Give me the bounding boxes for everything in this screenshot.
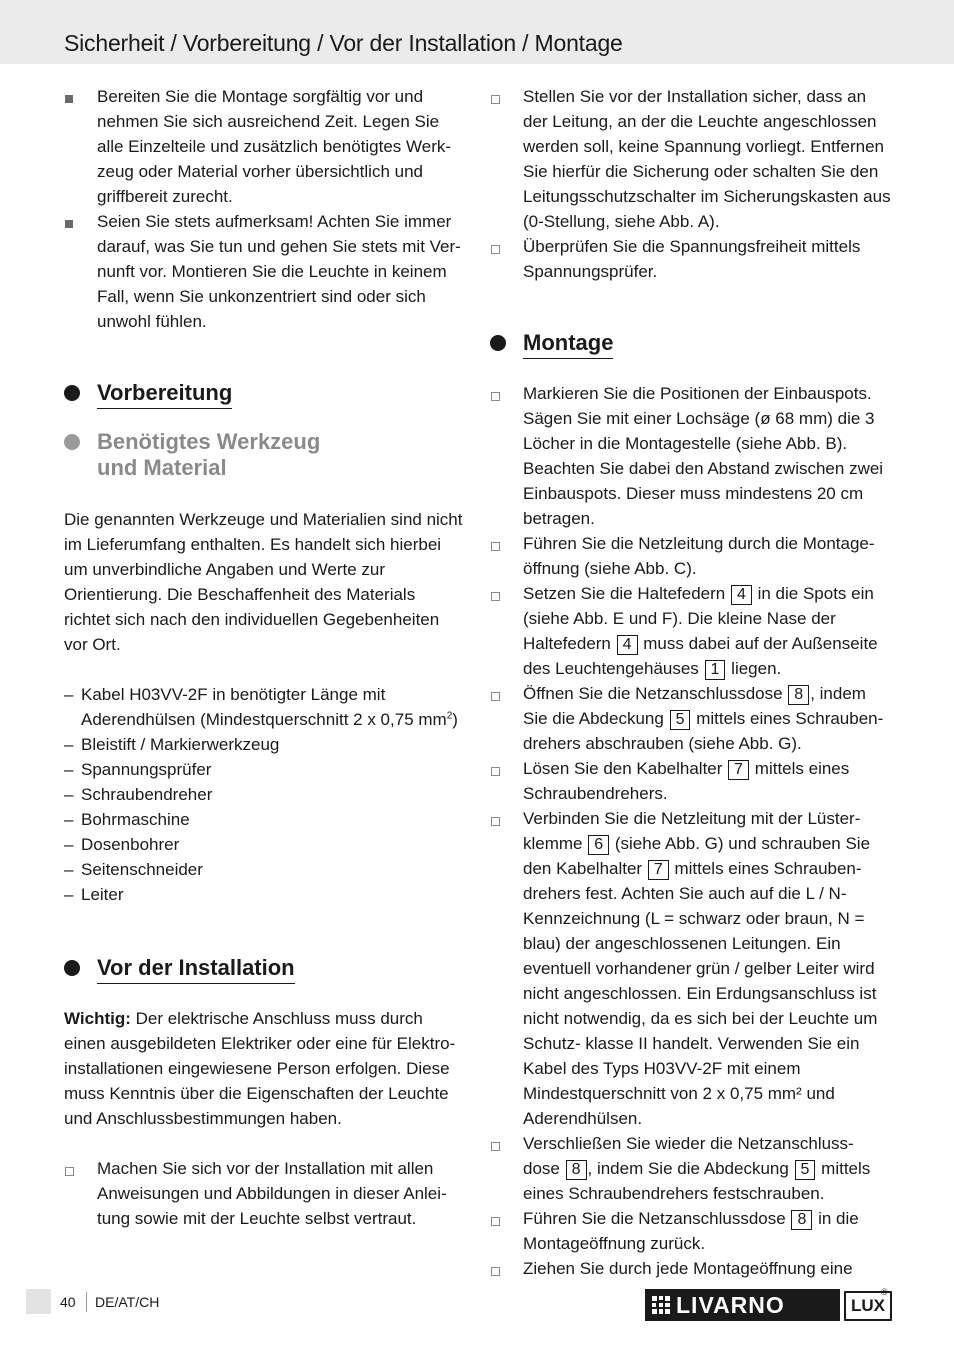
part-reference: 8 — [566, 1160, 587, 1180]
list-item-text: mittels eines Schrauben- drehers fest. Achten Sie auch auf die L / N- Kennzeichnung (L = schwarz oder braun, N = blau) der angeschlossenen Leitungen. Ein eventuell vorhandener grün / gelber Leiter wird nicht angeschlossen. Ein Erdungsanschluss ist nicht notwendig, da es sich bei der Leuchte um Schutz- klasse II handelt. Verwenden Sie ein Kabel des Typs H03VV-2F mit einem Mindestquerschnitt von 2 x 0,75 mm² und Aderendhülsen. — [523, 859, 878, 1128]
list-item — [64, 732, 464, 757]
brand-logo — [645, 1289, 890, 1321]
section-heading-montage — [490, 330, 895, 359]
footer-divider — [86, 1292, 87, 1312]
left-column — [64, 84, 464, 1231]
list-item-text: Setzen Sie die Haltefedern — [523, 584, 730, 603]
section-heading-vorbereitung — [64, 380, 464, 409]
part-reference: 8 — [791, 1210, 812, 1230]
list-item-text: Markieren Sie die Positionen der Einbauspots. Sägen Sie mit einer Lochsäge (ø 68 mm) die 3 Löcher in die Montagestelle (siehe Abb. B). Beachten Sie dabei den Abstand zwischen zwei Einbauspots. Dieser muss mindestens 20 cm betragen. — [523, 384, 884, 528]
list-item — [490, 1256, 895, 1281]
list-item — [490, 531, 895, 581]
part-reference: 5 — [795, 1160, 816, 1180]
list-item-text: Überprüfen Sie die Spannungsfreiheit mittels Spannungsprüfer. — [523, 237, 861, 281]
list-item — [64, 84, 464, 209]
dash-icon: – — [64, 735, 74, 754]
part-reference: 8 — [788, 685, 809, 705]
logo-word: LIVARNO — [676, 1292, 785, 1318]
dash-icon: – — [64, 785, 74, 804]
list-item-text: mittels eines Schrauben- drehers abschrauben (siehe Abb. G). — [523, 709, 884, 753]
right-column — [490, 84, 895, 1281]
list-item-text: muss dabei auf der Außenseite des Leuchtengehäuses — [523, 634, 878, 678]
list-item — [490, 681, 895, 756]
list-item-text: Schraubendreher — [81, 785, 213, 804]
list-item-text: , indem Sie die Abdeckung — [523, 684, 866, 728]
part-reference: 1 — [705, 660, 726, 680]
list-item — [64, 1156, 464, 1231]
list-item-text: Bleistift / Markierwerkzeug — [81, 735, 280, 754]
list-item — [64, 209, 464, 334]
list-item — [64, 782, 464, 807]
list-item-text: Verschließen Sie wieder die Netzanschluss- dose — [523, 1134, 854, 1178]
list-item — [490, 1131, 895, 1206]
bullet-dot-icon — [64, 385, 80, 401]
list-item-text: Lösen Sie den Kabelhalter — [523, 759, 728, 778]
bullet-dot-icon — [64, 434, 80, 450]
list-item — [64, 882, 464, 907]
dash-icon: – — [64, 885, 74, 904]
section-heading-text: Montage — [523, 330, 613, 359]
list-item-text: Stellen Sie vor der Installation sicher, dass an der Leitung, an der die Leuchte angeschlossen werden soll, keine Spannung vorliegt. Entfernen Sie hierfür die Sicherung oder schalten Sie den Leitungsschutzschalter im Sicherungskasten aus (0-Stellung, siehe Abb. A). — [523, 87, 891, 231]
list-item-text: Seitenschneider — [81, 860, 203, 879]
dash-icon: – — [64, 760, 74, 779]
list-item-text: Führen Sie die Netzanschlussdose — [523, 1209, 791, 1228]
tool-list — [64, 682, 464, 907]
list-item-text: in die Spots ein (siehe Abb. E und F). Die kleine Nase der Haltefedern — [523, 584, 874, 653]
dash-icon: – — [64, 860, 74, 879]
dash-icon: – — [64, 810, 74, 829]
list-item-text: Machen Sie sich vor der Installation mit allen Anweisungen und Abbildungen in dieser Anlei- tung sowie mit der Leuchte selbst vertraut. — [97, 1159, 447, 1228]
list-item-text: in die Montageöffnung zurück. — [523, 1209, 859, 1253]
part-reference: 6 — [588, 835, 609, 855]
list-item-text: , indem Sie die Abdeckung — [587, 1159, 794, 1178]
list-item-text: Bohrmaschine — [81, 810, 190, 829]
list-item — [490, 84, 895, 234]
list-item-text: Spannungsprüfer — [81, 760, 212, 779]
logo-main-block — [645, 1289, 840, 1321]
list-item — [490, 806, 895, 1131]
part-reference: 4 — [731, 585, 752, 605]
list-item-text: Kabel H03VV-2F in benötigter Länge mit Aderendhülsen (Mindestquerschnitt 2 x 0,75 mm — [81, 685, 447, 729]
superscript: 2 — [446, 710, 453, 722]
bullet-dot-icon — [64, 960, 80, 976]
locale-label: DE/AT/CH — [95, 1294, 160, 1310]
page-header — [0, 0, 954, 64]
wichtig-text: Der elektrische Anschluss muss durch einen ausgebildeten Elektriker oder eine für Elektro- installationen eingewiesene Person erfolgen. Diese muss Kenntnis über die Eigenschaften der Leuchte und Anschlussbestimmungen haben. — [64, 1009, 456, 1128]
werkzeug-intro: Die genannten Werkzeuge und Materialien sind nicht im Lieferumfang enthalten. Es handelt sich hierbei um unverbindliche Angaben und Werte zur Orientierung. Die Beschaffenheit des Materials richtet sich nach den individuellen Gegebenheiten vor Ort. — [64, 510, 463, 654]
list-item — [64, 682, 464, 732]
section-heading-werkzeug — [64, 429, 357, 481]
list-item-text: mittels eines Schraubendrehers. — [523, 759, 850, 803]
list-item-text: (siehe Abb. G) und schrauben Sie den Kabelhalter — [523, 834, 871, 878]
section-heading-text: Vorbereitung — [97, 380, 232, 409]
list-item-text: Leiter — [81, 885, 124, 904]
page-title: Sicherheit / Vorbereitung / Vor der Installation / Montage — [64, 30, 623, 56]
part-reference: 5 — [670, 710, 691, 730]
wichtig-paragraph — [64, 1006, 464, 1131]
list-item — [64, 757, 464, 782]
wichtig-label: Wichtig: — [64, 1009, 131, 1028]
list-item — [64, 832, 464, 857]
part-reference: 4 — [617, 635, 638, 655]
dash-icon: – — [64, 835, 74, 854]
list-item-text: Verbinden Sie die Netzleitung mit der Lüster- klemme — [523, 809, 861, 853]
list-item-text: Bereiten Sie die Montage sorgfältig vor und nehmen Sie sich ausreichend Zeit. Legen Sie alle Einzelteile und zusätzlich benötigtes Werk- zeug oder Material vorher übersichtlich und griffbereit zurecht. — [97, 87, 452, 206]
list-item-text: ) — [452, 710, 458, 729]
list-item — [490, 756, 895, 806]
montage-list — [490, 381, 895, 1281]
list-item-text: Seien Sie stets aufmerksam! Achten Sie immer darauf, was Sie tun und gehen Sie stets mit Ver- nunft vor. Montieren Sie die Leuchte in keinem Fall, wenn Sie unkonzentriert sind oder sich unwohl fühlen. — [97, 212, 461, 331]
list-item-text: Öffnen Sie die Netzanschlussdose — [523, 684, 788, 703]
list-item — [490, 234, 895, 284]
list-item-text: Führen Sie die Netzleitung durch die Montage- öffnung (siehe Abb. C). — [523, 534, 875, 578]
list-item-text: mittels eines Schraubendrehers festschrauben. — [523, 1159, 871, 1203]
section-heading-installation — [64, 955, 464, 984]
part-reference: 7 — [728, 760, 749, 780]
logo-grid-icon — [652, 1296, 670, 1314]
bullet-dot-icon — [490, 335, 506, 351]
list-item-text: Ziehen Sie durch jede Montageöffnung eine — [523, 1259, 853, 1278]
list-item — [490, 1206, 895, 1256]
list-item — [490, 381, 895, 531]
list-item — [64, 807, 464, 832]
list-item-text: Dosenbohrer — [81, 835, 180, 854]
part-reference: 7 — [648, 860, 669, 880]
registered-mark: ® — [881, 1287, 888, 1297]
logo-suffix: LUX — [844, 1291, 892, 1321]
dash-icon: – — [64, 685, 74, 704]
page-number: 40 — [60, 1294, 76, 1310]
section-heading-text: Benötigtes Werkzeug und Material — [97, 429, 321, 480]
list-item — [64, 857, 464, 882]
list-item — [490, 581, 895, 681]
list-item-text: liegen. — [726, 659, 782, 678]
section-heading-text: Vor der Installation — [97, 955, 295, 984]
footer-marker — [26, 1289, 51, 1314]
